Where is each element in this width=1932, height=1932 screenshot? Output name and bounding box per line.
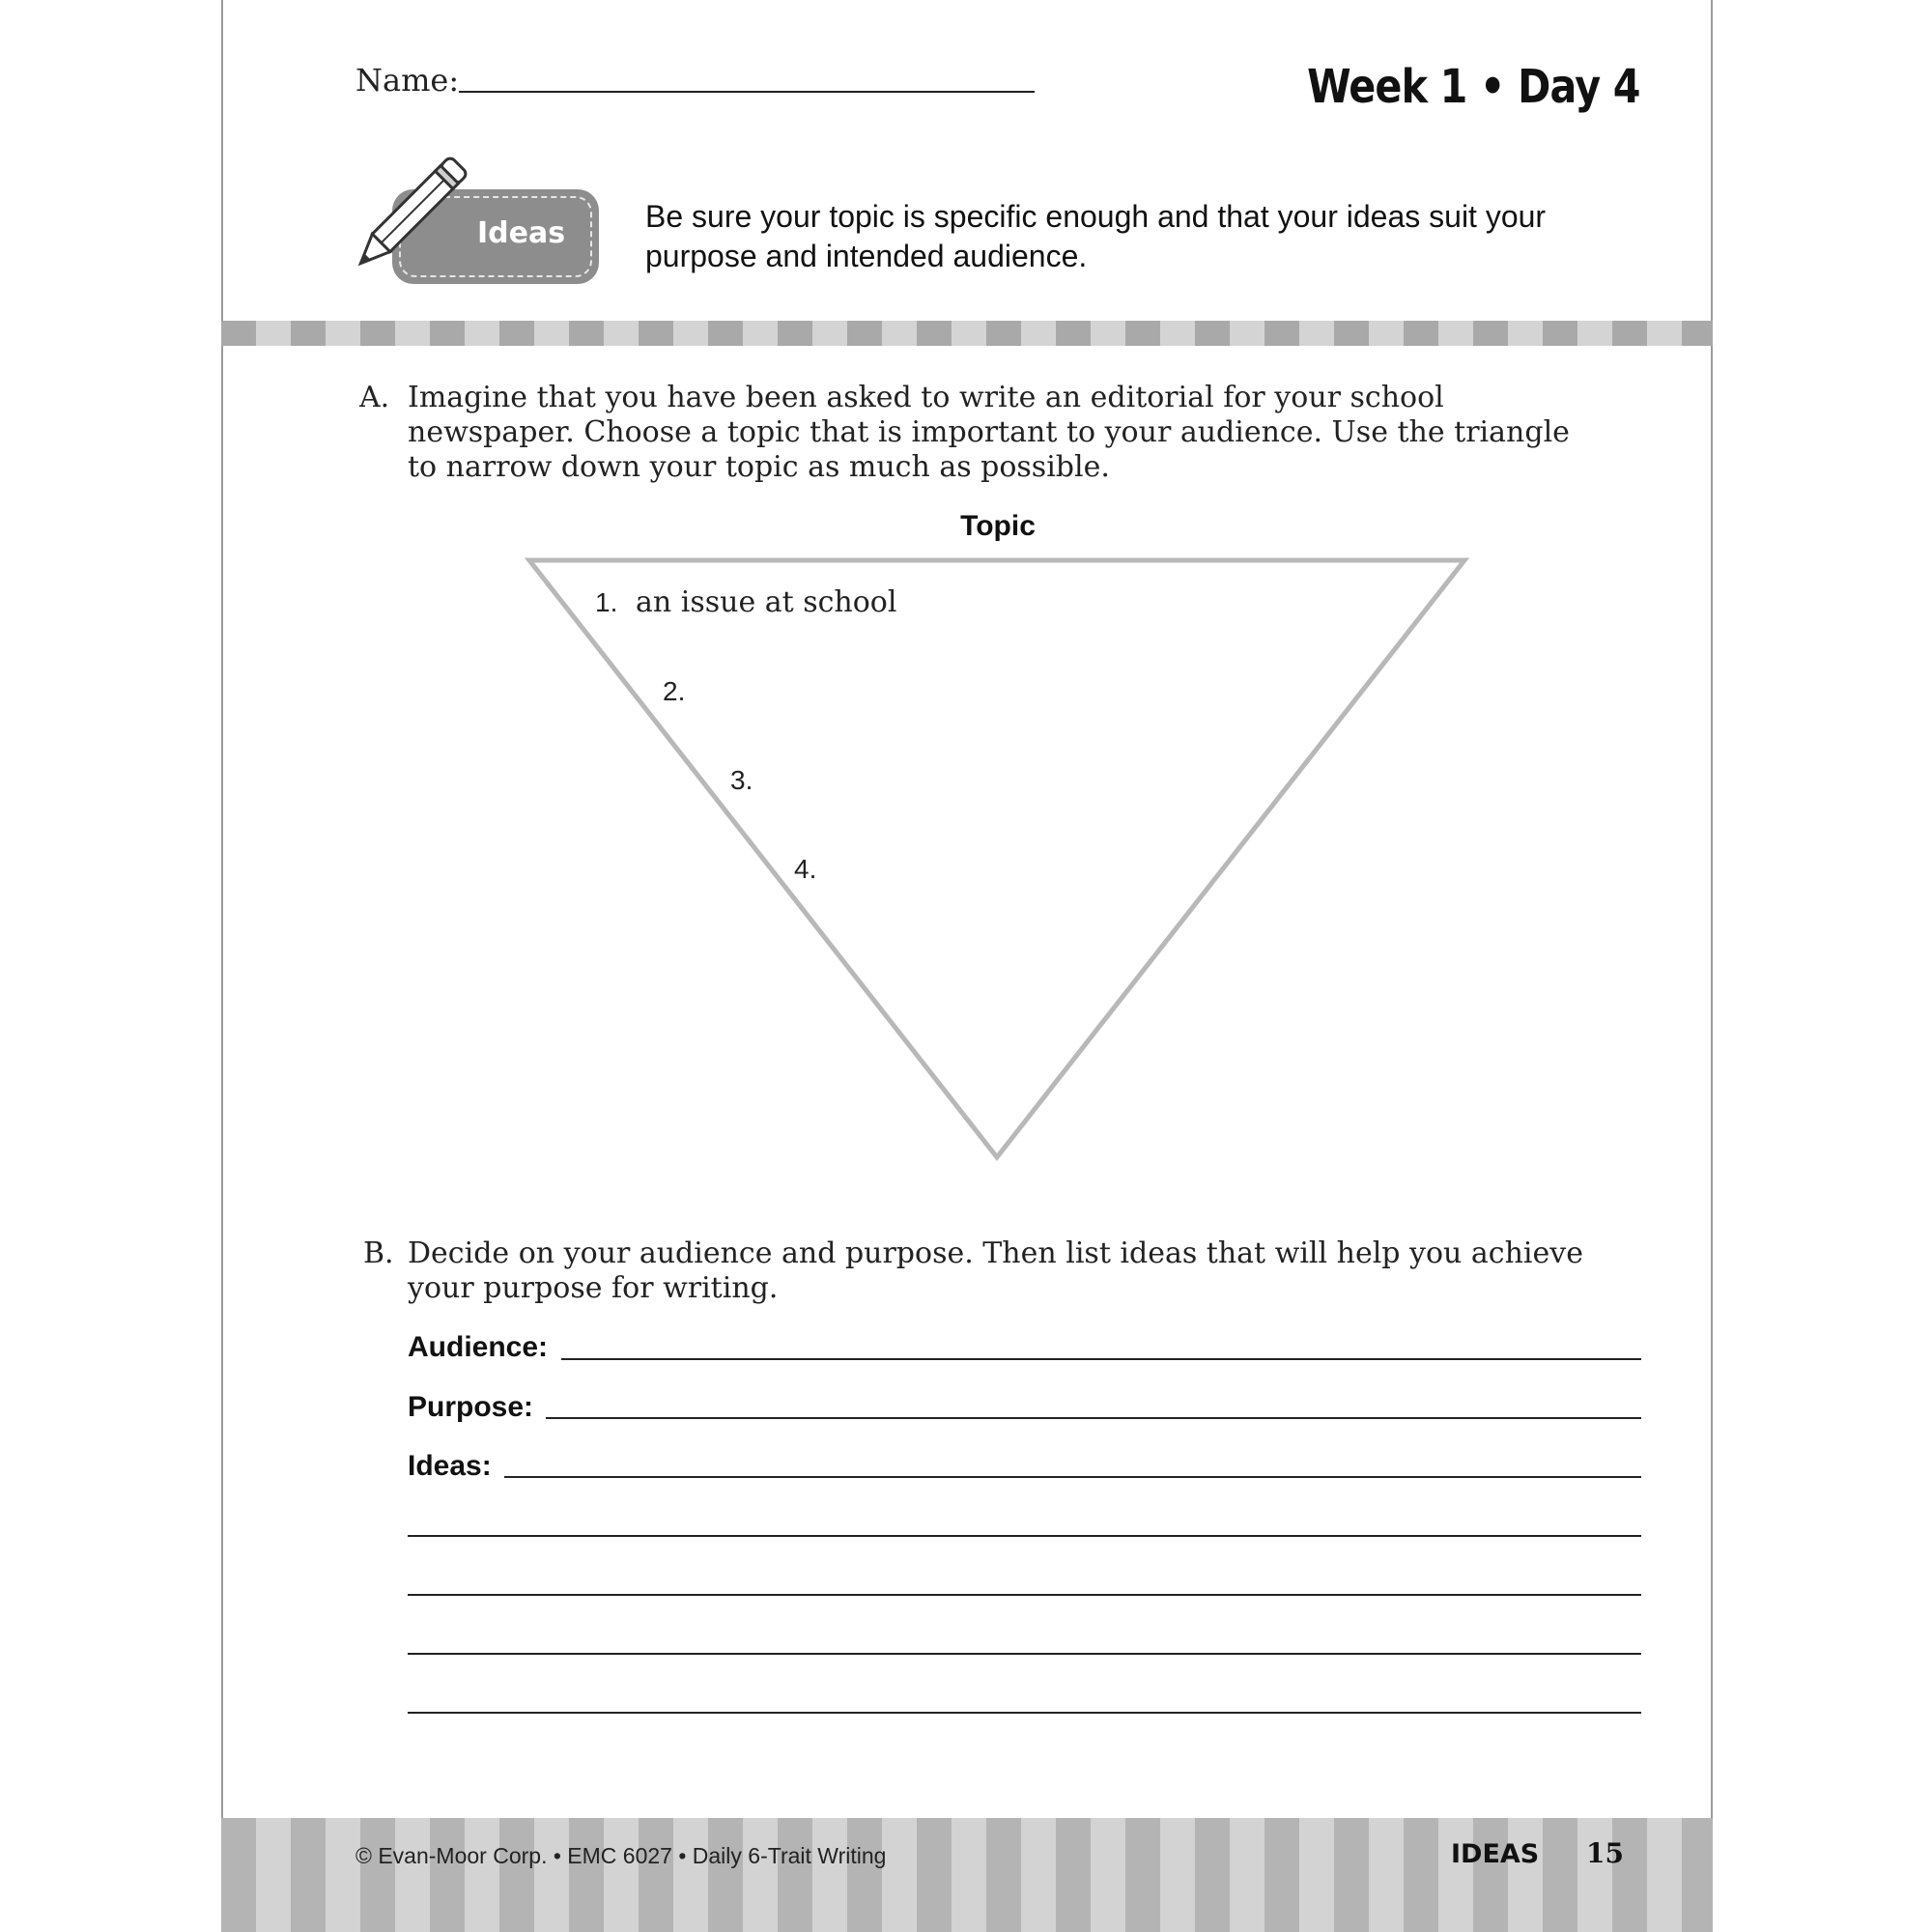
week-day-title: Week 1 • Day 4 bbox=[1307, 60, 1640, 114]
pencil-icon bbox=[348, 151, 473, 276]
copyright-text: © Evan-Moor Corp. • EMC 6027 • Daily 6-Trait Writing bbox=[355, 1843, 887, 1868]
ideas-line-extra[interactable] bbox=[408, 1594, 1641, 1596]
triangle-item-4-number: 4. bbox=[794, 854, 817, 884]
section-a-instructions: Imagine that you have been asked to write an editorial for your school newspaper. Choose a topic that is important to your audience. Use the triangle to narrow down your topic as much as possible. bbox=[408, 381, 1570, 484]
section-b-letter: B. bbox=[363, 1236, 394, 1270]
tip-text: Be sure your topic is specific enough and that your ideas suit your purpose and intended audience. bbox=[645, 199, 1547, 273]
header-stripe-divider bbox=[221, 321, 1713, 346]
purpose-line[interactable] bbox=[546, 1417, 1641, 1419]
page-border-right bbox=[1711, 0, 1713, 1932]
section-a-letter: A. bbox=[359, 381, 390, 414]
name-label: Name: bbox=[355, 62, 460, 99]
trait-badge-label: Ideas bbox=[477, 216, 566, 250]
audience-label: Audience: bbox=[408, 1331, 549, 1363]
triangle-item-1-number: 1. bbox=[595, 587, 618, 617]
section-b-instructions: Decide on your audience and purpose. Then list ideas that will help you achieve your purpose for writing. bbox=[408, 1236, 1583, 1305]
footer-trait-label: IDEAS bbox=[1451, 1839, 1540, 1869]
triangle-item-3-number: 3. bbox=[730, 765, 753, 795]
ideas-line-extra[interactable] bbox=[408, 1712, 1641, 1714]
ideas-line[interactable] bbox=[504, 1476, 1641, 1478]
ideas-line-extra[interactable] bbox=[408, 1535, 1641, 1537]
triangle-item-1-answer: an issue at school bbox=[636, 585, 897, 619]
triangle-item-2-number: 2. bbox=[663, 676, 686, 706]
name-field[interactable] bbox=[459, 91, 1035, 93]
ideas-line-extra[interactable] bbox=[408, 1653, 1641, 1655]
purpose-label: Purpose: bbox=[408, 1391, 534, 1423]
footer-stripe-bar bbox=[221, 1818, 1713, 1932]
ideas-label: Ideas: bbox=[408, 1450, 492, 1482]
topic-triangle bbox=[522, 553, 1472, 1167]
page-border-left bbox=[221, 0, 223, 1932]
diagram-title: Topic bbox=[960, 510, 1036, 542]
page-number: 15 bbox=[1586, 1837, 1624, 1869]
audience-line[interactable] bbox=[561, 1358, 1641, 1360]
